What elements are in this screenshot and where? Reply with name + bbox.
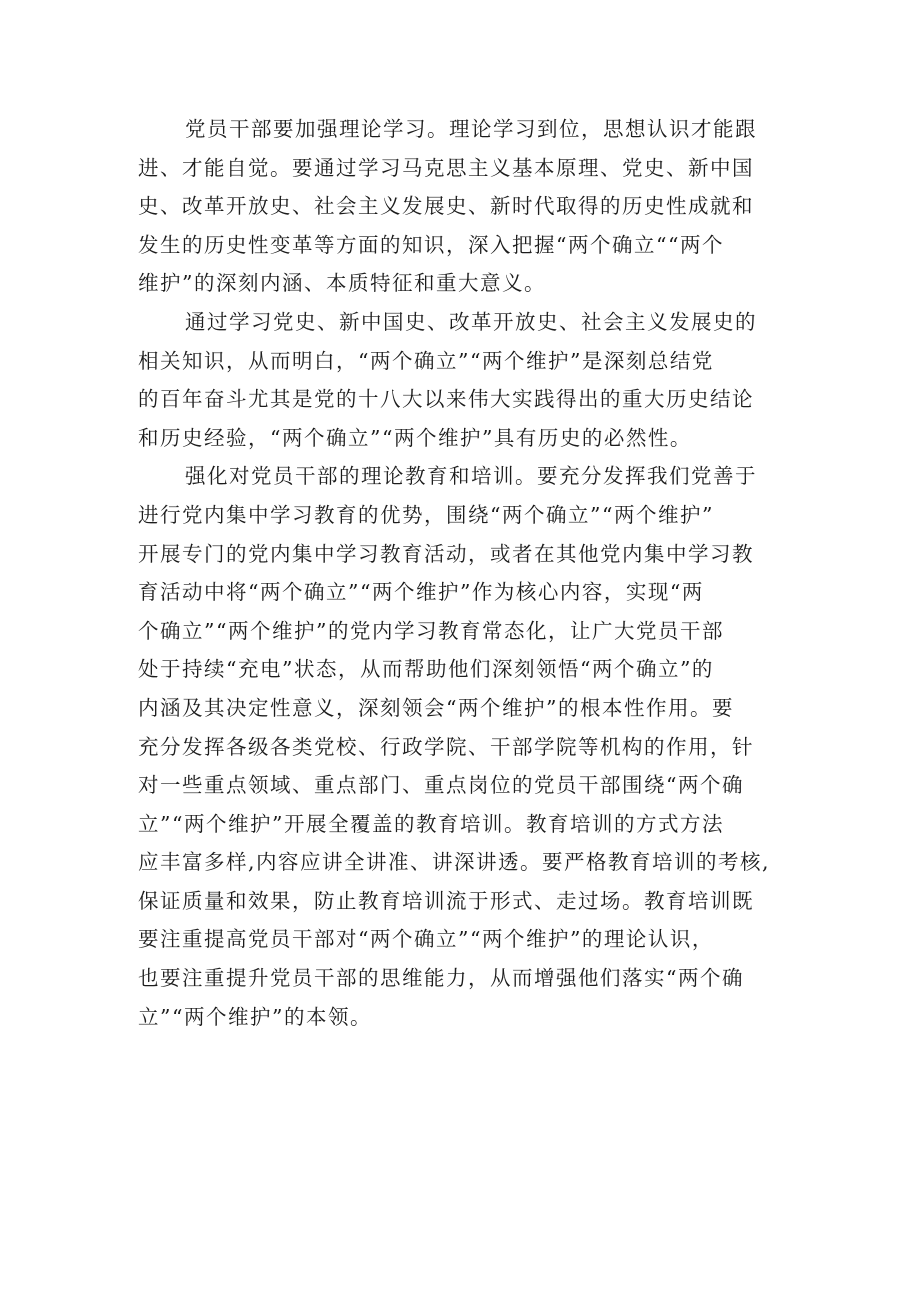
paragraph-line: 发生的历史性变革等方面的知识，深入把握“两个确立““两个 xyxy=(138,232,724,257)
paragraph-line: 进、才能自觉。要通过学习马克思主义基本原理、党史、新中国 xyxy=(138,155,754,180)
paragraph-line: 应丰富多样,内容应讲全讲准、讲深讲透。要严格教育培训的考核, xyxy=(138,850,771,875)
paragraph-line: 相关知识，从而明白，“两个确立”“两个维护”是深刻总结党 xyxy=(138,348,714,373)
paragraph-theory-study xyxy=(138,110,788,303)
paragraph-line: 维护”的深刻内涵、本质特征和重大意义。 xyxy=(138,271,546,296)
paragraph-line: 要注重提高党员干部对“两个确立”“两个维护”的理论认识， xyxy=(138,927,714,952)
paragraph-line: 立”“两个维护”开展全覆盖的教育培训。教育培训的方式方法 xyxy=(138,811,724,836)
paragraph-history-study xyxy=(138,303,788,457)
document-body xyxy=(138,110,788,1036)
paragraph-line: 立”“两个维护”的本领。 xyxy=(138,1004,372,1029)
paragraph-line: 也要注重提升党员干部的思维能力，从而增强他们落实“两个确 xyxy=(138,966,744,991)
paragraph-line: 充分发挥各级各类党校、行政学院、干部学院等机构的作用，针 xyxy=(138,734,754,759)
paragraph-line: 开展专门的党内集中学习教育活动，或者在其他党内集中学习教 xyxy=(138,541,754,566)
paragraph-line: 通过学习党史、新中国史、改革开放史、社会主义发展史的 xyxy=(185,309,757,334)
paragraph-line: 个确立”“两个维护”的党内学习教育常态化，让广大党员干部 xyxy=(138,618,724,643)
paragraph-line: 对一些重点领域、重点部门、重点岗位的党员干部围绕“两个确 xyxy=(138,773,744,798)
paragraph-line: 保证质量和效果，防止教育培训流于形式、走过场。教育培训既 xyxy=(138,888,754,913)
paragraph-line: 育活动中将“两个确立”“两个维护”作为核心内容，实现“两 xyxy=(138,580,704,605)
paragraph-line: 和历史经验，“两个确立”“两个维护”具有历史的必然性。 xyxy=(138,425,692,450)
paragraph-line: 的百年奋斗尤其是党的十八大以来伟大实践得出的重大历史结论 xyxy=(138,387,754,412)
paragraph-line: 处于持续“充电”状态，从而帮助他们深刻领悟“两个确立”的 xyxy=(138,657,714,682)
paragraph-line: 强化对党员干部的理论教育和培训。要充分发挥我们党善于 xyxy=(185,464,757,489)
paragraph-line: 史、改革开放史、社会主义发展史、新时代取得的历史性成就和 xyxy=(138,194,754,219)
paragraph-line: 内涵及其决定性意义，深刻领会“两个维护”的根本性作用。要 xyxy=(138,695,734,720)
paragraph-line: 进行党内集中学习教育的优势，围绕“两个确立”“两个维护” xyxy=(138,502,714,527)
paragraph-education-training xyxy=(138,457,788,1036)
paragraph-line: 党员干部要加强理论学习。理论学习到位，思想认识才能跟 xyxy=(185,117,757,141)
